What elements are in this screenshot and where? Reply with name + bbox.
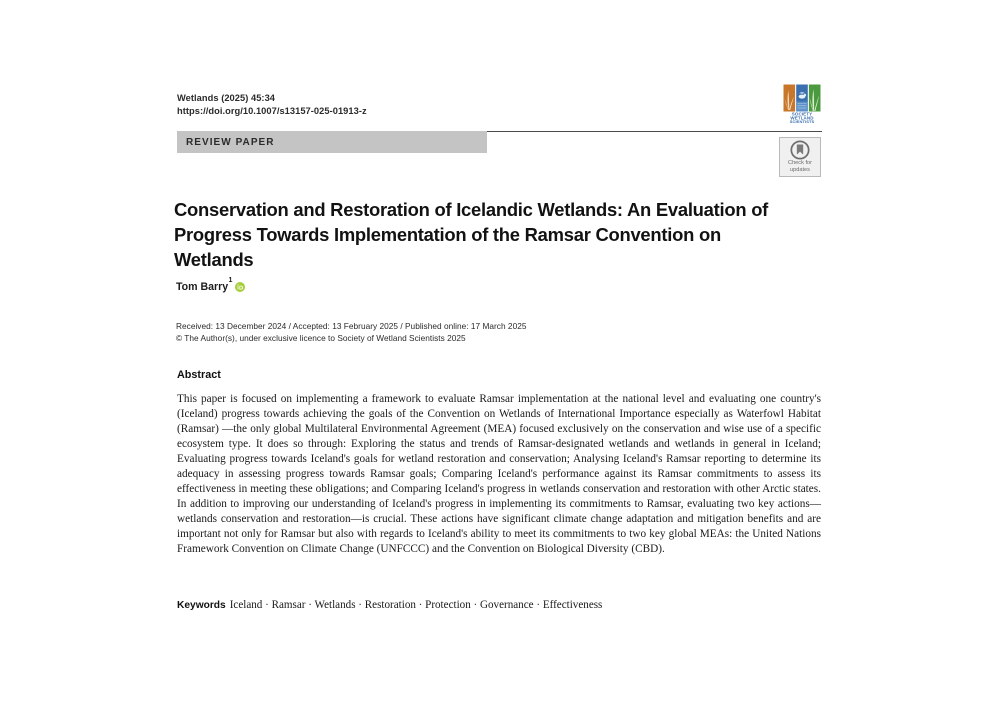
society-of-wetland-scientists-logo [782, 83, 822, 124]
copyright-line: © The Author(s), under exclusive licence to Society of Wetland Scientists 2025 [176, 333, 466, 344]
doi-link[interactable]: https://doi.org/10.1007/s13157-025-01913-z [177, 106, 367, 117]
author-name: Tom Barry [176, 280, 229, 293]
article-type-label: REVIEW PAPER [186, 136, 275, 148]
article-type-row [177, 131, 822, 153]
journal-header [177, 92, 822, 121]
author-list [176, 277, 776, 293]
journal-reference: Wetlands (2025) 45:34 [177, 93, 276, 103]
keywords-label: Keywords [177, 600, 226, 611]
author-affiliation-marker: 1 [228, 277, 233, 284]
abstract-text: This paper is focused on implementing a framework to evaluate Ramsar implementation at the national level and evaluating one country's (Iceland) progress towards achieving the goals of the Convention on Wetlands of International Importance especially as Waterfowl Habitat (Ramsar) —the only global Multilateral Environmental Agreement (MEA) focused exclusively on the conservation and wise use of a specific ecosystem type. It does so through: Exploring the status and trends of Ramsar-designated wetlands and wetlands in general in Iceland; Evaluating progress towards Iceland's goals for wetland restoration and conservation; Analysing Iceland's Ramsar reporting to determine its adequacy in assessing progress towards Ramsar goals; Comparing Iceland's performance against its Ramsar commitments to assess its effectiveness in meeting these obligations; and Comparing Iceland's progress in wetlands conservation and restoration with other Arctic states. In addition to improving our understanding of Iceland's progress in implementing its commitments to Ramsar, evaluating two key actions—wetlands conservation and restoration—is crucial. These actions have significant climate change adaptation and mitigation benefits and are important not only for Ramsar but also with regards to Iceland's ability to meet its commitments to two key global MEAs: the United Nations Framework Convention on Climate Change (UNFCCC) and the Convention on Biological Diversity (CBD). [177, 393, 821, 555]
received-accepted-published-line: Received: 13 December 2024 / Accepted: 13 February 2025 / Published online: 17 March 2025 [176, 321, 527, 331]
logo-wordmark-line-3: SCIENTISTS [789, 119, 815, 124]
check-for-updates-badge[interactable] [779, 137, 821, 177]
page-title: Conservation and Restoration of Icelandic Wetlands: An Evaluation of Progress Towards Implementation of the Ramsar Convention on Wetlands [174, 199, 769, 270]
author-entry [176, 277, 233, 293]
logo-wordmark-line-1: SOCIETY [791, 111, 813, 117]
header-divider-rule [487, 131, 822, 132]
keywords-list: Iceland · Ramsar · Wetlands · Restoration · Protection · Governance · Effectiveness [229, 599, 603, 611]
article-type-band [177, 131, 487, 153]
crossmark-label-line-2: updates [790, 166, 810, 173]
abstract-heading: Abstract [177, 369, 221, 381]
orcid-icon[interactable] [235, 282, 245, 292]
publication-dates [176, 320, 821, 344]
crossmark-icon [790, 140, 810, 160]
crossmark-label-line-1: Check for [788, 160, 812, 166]
logo-wordmark-line-2: WETLAND [790, 115, 814, 121]
abstract-section [177, 369, 821, 568]
keywords-section [177, 598, 821, 614]
